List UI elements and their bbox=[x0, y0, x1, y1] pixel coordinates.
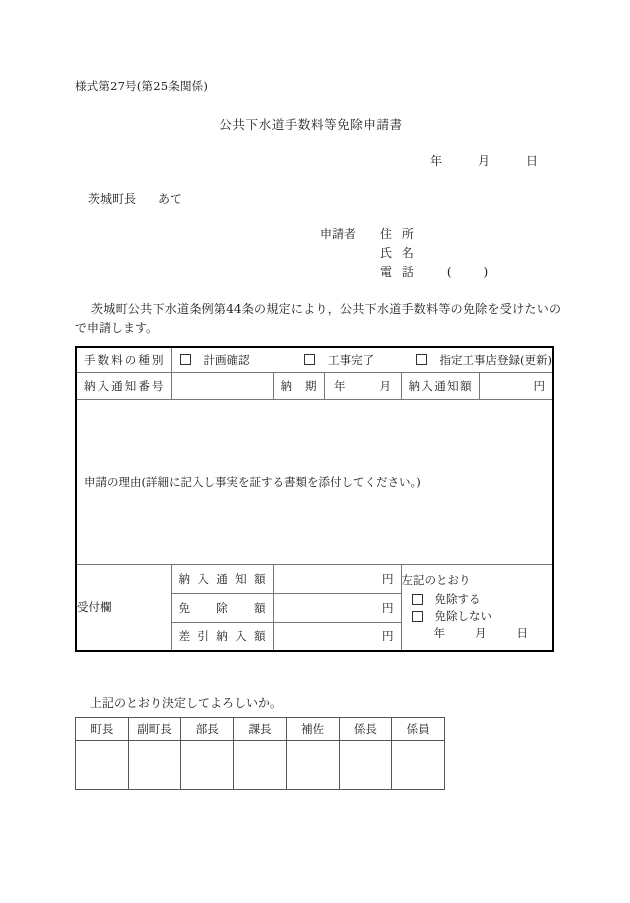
due-date-value-cell[interactable] bbox=[324, 372, 401, 399]
receipt-label: 受付欄 bbox=[77, 600, 112, 615]
decision-date bbox=[402, 625, 553, 642]
checkbox-icon[interactable] bbox=[416, 354, 427, 365]
fee-type-option-plan-check[interactable] bbox=[180, 352, 305, 368]
approval-note: 上記のとおり決定してよろしいか。 bbox=[90, 696, 283, 710]
fee-type-option-label: 計画確認 bbox=[203, 352, 250, 367]
fee-type-option-contractor-registration[interactable] bbox=[416, 352, 552, 368]
reason-label: 申請の理由(詳細に記入し事実を証する書類を添付してください。) bbox=[84, 474, 421, 489]
checkbox-icon[interactable] bbox=[180, 354, 191, 365]
approval-stamp-cell[interactable] bbox=[76, 741, 129, 790]
checkbox-icon[interactable] bbox=[412, 594, 423, 605]
date-line bbox=[430, 152, 538, 169]
reason-row bbox=[76, 399, 553, 564]
approval-column-assistant: 補佐 bbox=[286, 718, 339, 741]
receipt-item-value-cell-3[interactable] bbox=[273, 622, 401, 651]
fee-type-option-label: 工事完了 bbox=[328, 352, 375, 367]
approval-column-director: 部長 bbox=[181, 718, 234, 741]
approval-stamp-cell[interactable] bbox=[234, 741, 287, 790]
applicant-phone-parens bbox=[447, 263, 488, 282]
approval-stamp-cell[interactable] bbox=[392, 741, 445, 790]
receipt-item-label: 納入通知額 bbox=[178, 571, 266, 586]
payment-notice-row bbox=[76, 372, 553, 399]
receipt-item-label: 差引納入額 bbox=[178, 629, 266, 644]
approval-stamp-cell[interactable] bbox=[339, 741, 392, 790]
application-main-table bbox=[75, 346, 554, 652]
decision-cell bbox=[401, 564, 553, 651]
receipt-label-cell bbox=[76, 564, 171, 651]
decision-option-not-exempt[interactable] bbox=[402, 608, 553, 625]
notice-number-label: 納入通知番号 bbox=[84, 378, 164, 393]
addressee bbox=[88, 190, 182, 207]
receipt-item-label: 免 除 額 bbox=[178, 600, 266, 615]
form-number: 様式第27号(第25条関係) bbox=[75, 79, 209, 93]
approval-stamp-cell[interactable] bbox=[181, 741, 234, 790]
fee-type-option-work-complete[interactable] bbox=[304, 352, 415, 368]
addressee-name: 茨城町長 bbox=[88, 192, 137, 206]
approval-column-mayor: 町長 bbox=[76, 718, 129, 741]
fee-type-options bbox=[172, 352, 553, 368]
applicant-name-label: 氏 名 bbox=[380, 246, 417, 260]
approval-stamp-row bbox=[76, 741, 445, 790]
application-statement-text: 茨城町公共下水道条例第44条の規定により，公共下水道手数料等の免除を受けたいので申請します。 bbox=[75, 302, 561, 335]
fee-type-label-cell bbox=[76, 347, 171, 372]
notice-number-value bbox=[172, 375, 184, 397]
decision-option-label: 免除しない bbox=[434, 609, 492, 624]
notice-amount-label-cell bbox=[401, 372, 479, 399]
applicant-address-label: 住 所 bbox=[380, 227, 417, 241]
receipt-item-unit: 円 bbox=[382, 600, 394, 615]
applicant-address-row bbox=[320, 225, 488, 244]
receipt-item-value-cell-2[interactable] bbox=[273, 593, 401, 622]
decision-month-label: 月 bbox=[475, 626, 487, 641]
date-month-label: 月 bbox=[478, 154, 491, 168]
date-year-label: 年 bbox=[430, 154, 443, 168]
fee-type-option-label: 指定工事店登録(更新) bbox=[439, 352, 552, 367]
decision-day-label: 日 bbox=[516, 626, 528, 641]
receipt-row-notice-amount bbox=[76, 564, 553, 593]
notice-amount-unit: 円 bbox=[533, 378, 545, 393]
applicant-label: 申請者 bbox=[320, 227, 357, 241]
paren-close: ) bbox=[483, 265, 489, 279]
approval-table bbox=[75, 717, 445, 790]
due-month-label: 月 bbox=[379, 378, 391, 393]
applicant-block bbox=[320, 225, 488, 282]
receipt-item-label-cell-1 bbox=[171, 564, 273, 593]
date-day-label: 日 bbox=[526, 154, 539, 168]
fee-type-row bbox=[76, 347, 553, 372]
notice-amount-label: 納入通知額 bbox=[408, 378, 472, 393]
notice-number-label-cell bbox=[76, 372, 171, 399]
addressee-suffix: あて bbox=[158, 192, 183, 206]
due-date-label-cell bbox=[273, 372, 324, 399]
approval-column-deputy-mayor: 副町長 bbox=[128, 718, 181, 741]
due-date-label: 納 期 bbox=[280, 378, 317, 393]
receipt-item-label-cell-3 bbox=[171, 622, 273, 651]
applicant-phone-label: 電 話 bbox=[380, 265, 417, 279]
document-title: 公共下水道手数料等免除申請書 bbox=[219, 117, 403, 132]
notice-amount-value-cell[interactable] bbox=[479, 372, 553, 399]
reason-cell[interactable] bbox=[76, 399, 553, 564]
application-statement bbox=[75, 300, 561, 338]
applicant-phone-row bbox=[320, 263, 488, 282]
approval-stamp-cell[interactable] bbox=[128, 741, 181, 790]
receipt-item-label-cell-2 bbox=[171, 593, 273, 622]
approval-column-subsection-chief: 係長 bbox=[339, 718, 392, 741]
receipt-item-unit: 円 bbox=[382, 571, 394, 586]
decision-option-exempt[interactable] bbox=[402, 591, 553, 608]
paren-open: ( bbox=[446, 265, 452, 279]
decision-option-label: 免除する bbox=[434, 592, 481, 607]
fee-type-label: 手数料の種別 bbox=[84, 352, 164, 367]
approval-column-section-chief: 課長 bbox=[234, 718, 287, 741]
decision-heading: 左記のとおり bbox=[401, 573, 471, 588]
receipt-item-unit: 円 bbox=[382, 629, 394, 644]
applicant-name-row bbox=[320, 244, 488, 263]
checkbox-icon[interactable] bbox=[304, 354, 315, 365]
approval-stamp-cell[interactable] bbox=[286, 741, 339, 790]
notice-number-value-cell[interactable] bbox=[171, 372, 273, 399]
checkbox-icon[interactable] bbox=[412, 611, 423, 622]
due-year-label: 年 bbox=[334, 378, 346, 393]
receipt-item-value-cell-1[interactable] bbox=[273, 564, 401, 593]
approval-column-staff: 係員 bbox=[392, 718, 445, 741]
decision-year-label: 年 bbox=[433, 626, 445, 641]
due-date-value bbox=[325, 378, 401, 394]
fee-type-options-cell bbox=[171, 347, 553, 372]
approval-header-row bbox=[76, 718, 445, 741]
